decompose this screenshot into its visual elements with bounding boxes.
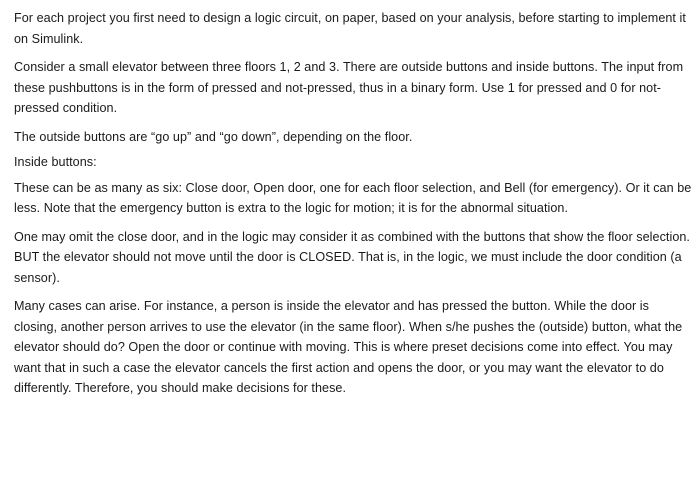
paragraph-cases: Many cases can arise. For instance, a person is inside the elevator and has pressed the button. While the door is closing, another person arrives to use the elevator (in the same floor). When s/he pushes the (outside) button, what the elevator should do? Open the door or continue with moving. This is where preset decisions come into effect. You may want that in such a case the elevator cancels the first action and opens the door, or you may want the elevator to do differently. Therefore, you should make decisions for these. <box>14 299 683 395</box>
spacer <box>14 288 692 296</box>
spacer <box>14 119 692 127</box>
spacer <box>14 219 692 227</box>
spacer <box>14 49 692 57</box>
paragraph-inside-buttons-detail: These can be as many as six: Close door, Open door, one for each floor selection, and Bell (for emergency). Or it can be less. Note that the emergency button is extra to the logic for motion; it is for the abnormal situation. <box>14 180 692 215</box>
paragraph-inside-buttons-heading: Inside buttons: <box>14 155 97 169</box>
paragraph-intro: For each project you first need to design a logic circuit, on paper, based on your analysis, before starting to implement it on Simulink. <box>14 11 686 46</box>
paragraph-close-door: One may omit the close door, and in the logic may consider it as combined with the buttons that show the floor selection. BUT the elevator should not move until the door is CLOSED. That is, in the logic, we must include the door condition (a sensor). <box>14 229 690 285</box>
paragraph-outside-buttons: The outside buttons are “go up” and “go down”, depending on the floor. <box>14 129 413 144</box>
paragraph-elevator-setup: Consider a small elevator between three floors 1, 2 and 3. There are outside buttons and inside buttons. The input from these pushbuttons is in the form of pressed and not-pressed, thus in a binary form. Use 1 for pressed and 0 for not-pressed condition. <box>14 60 684 115</box>
